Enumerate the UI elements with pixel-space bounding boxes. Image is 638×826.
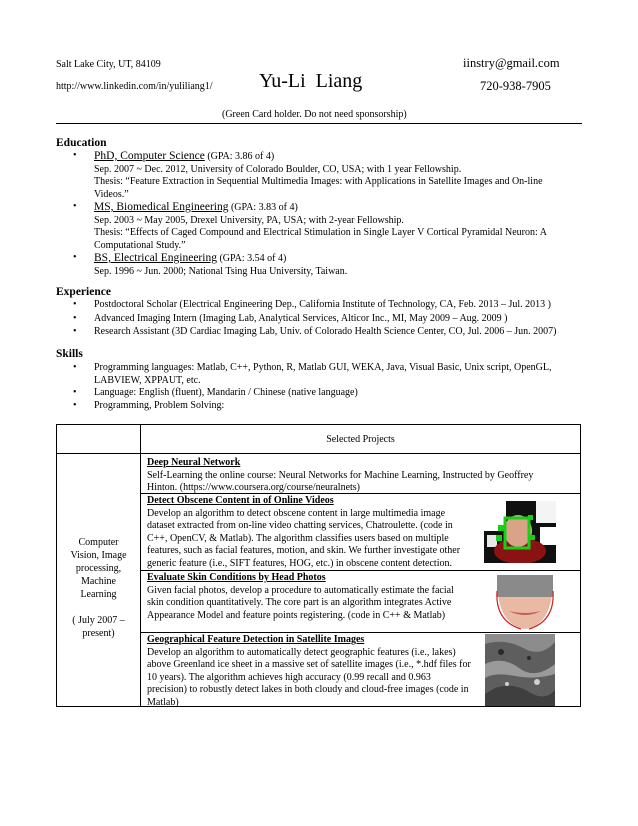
degree-title: BS, Electrical Engineering [94, 252, 217, 264]
face-photo-thumbnail [491, 571, 559, 631]
area-line: ( July 2007 – [72, 615, 125, 626]
research-area-cell [57, 454, 140, 640]
education-heading: Education [56, 137, 107, 149]
project-line: precision) to robustly detect lakes in both cloudy and cloud-free images (code in [147, 684, 469, 695]
experience-text: Postdoctoral Scholar (Electrical Engineering Dep., California Institute of Technology, CA, Feb. 2013 – Jul. 2013 ) [94, 299, 551, 310]
bullet: • [73, 312, 77, 324]
project-line: skin condition quantitatively. The core part is an algorithm integrates Active [147, 597, 452, 608]
edu-line: Sep. 2003 ~ May 2005, Drexel University, PA, USA; with 2-year Fellowship. [94, 214, 404, 226]
project-satellite-features [147, 634, 492, 709]
project-line: Develop an algorithm to automatically detect geographic features (i.e., lakes) [147, 646, 456, 658]
bullet: • [73, 252, 77, 263]
skill-item [56, 362, 576, 387]
project-title: Geographical Feature Detection in Satellite Images [147, 634, 365, 645]
project-title: Evaluate Skin Conditions by Head Photos [147, 572, 326, 583]
education-item [56, 252, 576, 278]
skill-line: LABVIEW, XPPAUT, etc. [94, 374, 201, 386]
projects-table [56, 424, 581, 707]
project-line: features, such as facial features, motion, and skin. We further investigate other [147, 545, 461, 556]
skill-line: Programming, Problem Solving: [94, 399, 225, 411]
bullet: • [73, 150, 77, 161]
bullet: • [73, 201, 77, 212]
email[interactable]: iinstry@gmail.com [463, 56, 560, 70]
sponsorship-note: (Green Card holder. Do not need sponsorship) [222, 109, 407, 120]
table-header: Selected Projects [326, 433, 395, 445]
project-line: Self-Learning the online course: Neural Networks for Machine Learning, Instructed by Geoffrey [147, 469, 534, 481]
phone: 720-938-7905 [480, 79, 551, 93]
satellite-image-thumbnail [485, 634, 555, 706]
area-line: present) [82, 628, 115, 639]
row-divider [141, 493, 580, 494]
project-line: Appearance Model and feature points registering. (code in C++ & Matlab) [147, 609, 446, 621]
experience-heading: Experience [56, 286, 111, 298]
project-title: Detect Obscene Content in of Online Videos [147, 495, 334, 506]
table-column-divider [140, 425, 141, 706]
skill-item [56, 387, 576, 400]
area-spacer [57, 601, 140, 614]
project-line: 10 years). The algorithm achieves high accuracy (0.99 recall and 0.963 [147, 671, 431, 683]
project-line: dataset extracted from on-line video chatting services, Chatroulette. (code in [147, 520, 453, 531]
experience-text: Research Assistant (3D Cardiac Imaging Lab, Univ. of Colorado Health Science Center, CO, Jul. 2006 – Jun. 2007) [94, 326, 557, 337]
bullet: • [73, 387, 77, 398]
skills-heading: Skills [56, 348, 83, 360]
video-frame-thumbnail [484, 501, 556, 563]
project-line: generic feature (i.e., SIFT features, HOG, etc.) in obscene content detection. [147, 557, 452, 569]
experience-list [56, 299, 576, 339]
project-line: Given facial photos, develop a procedure to automatically estimate the facial [147, 584, 454, 596]
education-list [56, 150, 576, 278]
gpa: (GPA: 3.83 of 4) [228, 202, 298, 213]
degree-title: PhD, Computer Science [94, 150, 205, 162]
experience-item [56, 326, 576, 339]
experience-item [56, 299, 576, 312]
gpa: (GPA: 3.86 of 4) [204, 151, 275, 162]
experience-item [56, 313, 576, 326]
education-item [56, 201, 576, 252]
edu-line: Sep. 2007 ~ Dec. 2012, University of Colorado Boulder, CO, USA; with 1 year Fellowship. [94, 163, 462, 175]
skills-list [56, 362, 576, 412]
area-line: processing, [75, 563, 122, 574]
area-line: Machine [81, 576, 116, 587]
project-deep-neural-network [147, 457, 567, 495]
edu-line: Thesis: “Feature Extraction in Sequential Multimedia Images: with Applications in Satellite Images and On-line [94, 176, 543, 187]
row-divider [141, 632, 580, 633]
project-obscene-content [147, 495, 487, 570]
skill-line: Language: English (fluent), Mandarin / Chinese (native language) [94, 387, 358, 398]
project-line: Hinton. (https://www.coursera.org/course/neuralnets) [147, 482, 361, 493]
experience-text: Advanced Imaging Intern (Imaging Lab, Analytical Services, Alticor Inc., MI, May 2009 – Aug. 2009 ) [94, 312, 508, 324]
gpa: (GPA: 3.54 of 4) [216, 253, 287, 264]
skill-item [56, 400, 576, 413]
project-line: C++, OpenCV, & Matlab). The algorithm classifies users based on multiple [147, 532, 449, 544]
linkedin-url[interactable]: http://www.linkedin.com/in/yuliliang1/ [56, 81, 213, 92]
edu-line: Thesis: “Effects of Caged Compound and Electrical Stimulation in Single Layer V Cortical Pyramidal Neuron: A [94, 227, 547, 238]
area-line: Vision, Image [70, 550, 127, 561]
area-line: Learning [80, 589, 117, 600]
address: Salt Lake City, UT, 84109 [56, 59, 161, 70]
skill-line: Programming languages: Matlab, C++, Python, R, Matlab GUI, WEKA, Java, Visual Basic, Unix script, OpenGL, [94, 362, 552, 373]
bullet: • [73, 299, 77, 310]
bullet: • [73, 399, 77, 411]
edu-line: Computational Study.” [94, 239, 186, 251]
project-line: Matlab) [147, 696, 179, 708]
bullet: • [73, 326, 77, 337]
edu-line: Sep. 1996 ~ Jun. 2000; National Tsing Hua University, Taiwan. [94, 265, 348, 277]
page-title: Yu-Li Liang [259, 70, 363, 92]
project-title: Deep Neural Network [147, 457, 241, 468]
bullet: • [73, 362, 77, 373]
project-skin-conditions [147, 572, 487, 622]
degree-title: MS, Biomedical Engineering [94, 201, 229, 213]
edu-line: Videos.” [94, 188, 129, 200]
education-item [56, 150, 576, 201]
project-line: Develop an algorithm to detect obscene content in large multimedia image [147, 507, 446, 519]
area-line: Computer [78, 537, 119, 548]
project-line: above Greenland ice sheet in a massive set of satellite images (i.e., *.hdf files for [147, 659, 471, 670]
header-divider [56, 123, 582, 124]
